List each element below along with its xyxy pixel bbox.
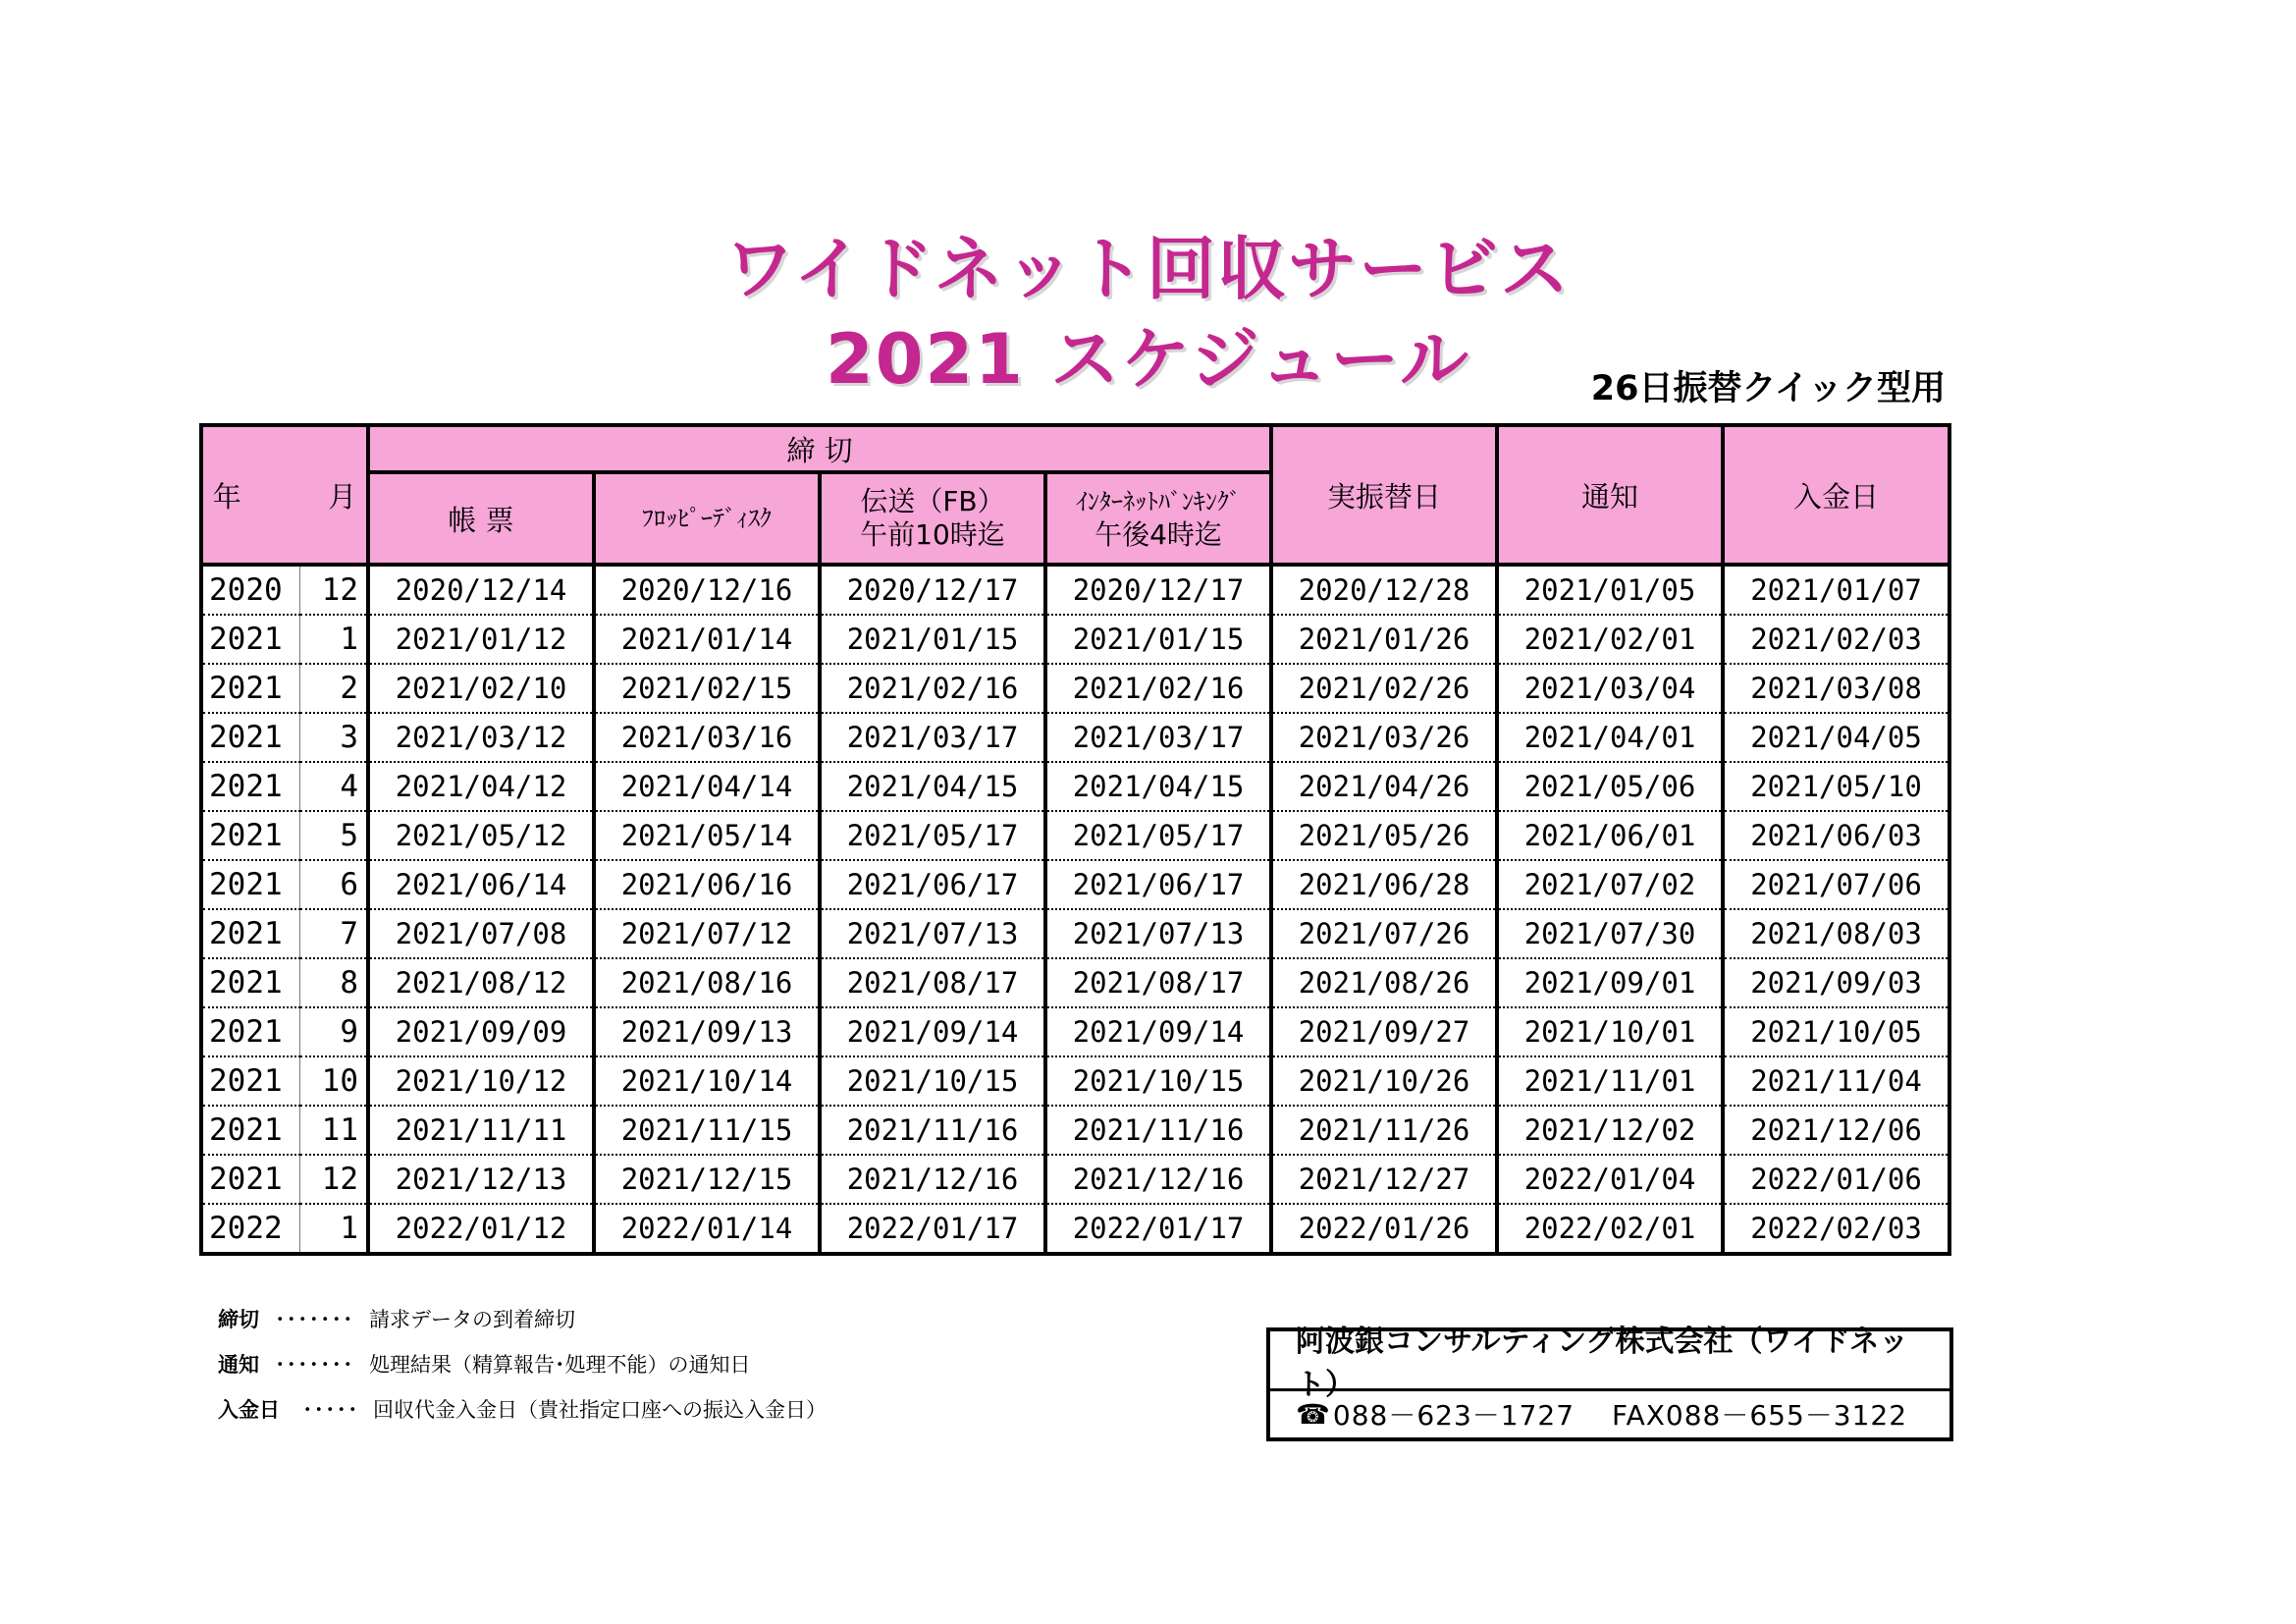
table-row bbox=[201, 958, 1949, 1007]
cell-furikae: 2021/09/27 bbox=[1271, 1007, 1497, 1056]
cell-inet: 2020/12/17 bbox=[1045, 565, 1271, 615]
phone-icon: ☎ bbox=[1296, 1397, 1331, 1431]
cell-floppy: 2021/07/12 bbox=[594, 909, 820, 958]
cell-tsuchi: 2021/09/01 bbox=[1497, 958, 1723, 1007]
cell-tsuchi: 2021/06/01 bbox=[1497, 811, 1723, 860]
cell-year: 2021 bbox=[201, 1106, 299, 1155]
cell-month: 8 bbox=[299, 958, 368, 1007]
cell-chohyo: 2021/03/12 bbox=[368, 713, 594, 762]
cell-furikae: 2021/10/26 bbox=[1271, 1056, 1497, 1106]
cell-floppy: 2021/09/13 bbox=[594, 1007, 820, 1056]
header-densou-line2: 午前10時迄 bbox=[860, 518, 1005, 551]
cell-tsuchi: 2021/04/01 bbox=[1497, 713, 1723, 762]
cell-inet: 2021/01/15 bbox=[1045, 615, 1271, 664]
cell-chohyo: 2021/04/12 bbox=[368, 762, 594, 811]
cell-nyukin: 2021/02/03 bbox=[1723, 615, 1949, 664]
schedule-body bbox=[201, 565, 1949, 1254]
cell-chohyo: 2021/06/14 bbox=[368, 860, 594, 909]
cell-year: 2021 bbox=[201, 1155, 299, 1204]
table-row bbox=[201, 1056, 1949, 1106]
note-desc: 処理結果（精算報告･処理不能）の通知日 bbox=[369, 1353, 751, 1377]
cell-month: 7 bbox=[299, 909, 368, 958]
cell-densou: 2021/10/15 bbox=[820, 1056, 1045, 1106]
header-nyukin: 入金日 bbox=[1723, 425, 1949, 565]
cell-nyukin: 2021/03/08 bbox=[1723, 664, 1949, 713]
header-year: 年 bbox=[212, 479, 241, 514]
cell-year: 2021 bbox=[201, 1056, 299, 1106]
cell-month: 10 bbox=[299, 1056, 368, 1106]
note-row bbox=[218, 1296, 827, 1341]
cell-year: 2022 bbox=[201, 1204, 299, 1254]
table-row bbox=[201, 1155, 1949, 1204]
cell-furikae: 2021/04/26 bbox=[1271, 762, 1497, 811]
cell-month: 11 bbox=[299, 1106, 368, 1155]
cell-inet: 2021/08/17 bbox=[1045, 958, 1271, 1007]
cell-floppy: 2020/12/16 bbox=[594, 565, 820, 615]
table-row bbox=[201, 565, 1949, 615]
cell-tsuchi: 2021/07/02 bbox=[1497, 860, 1723, 909]
table-row bbox=[201, 1204, 1949, 1254]
title-line-2: 2021 スケジュール bbox=[826, 319, 1470, 400]
cell-nyukin: 2021/09/03 bbox=[1723, 958, 1949, 1007]
note-dots: ･･･････ bbox=[275, 1353, 354, 1377]
header-densou-line1: 伝送（FB） bbox=[860, 485, 1005, 517]
header-inet-line1: ｲﾝﾀｰﾈｯﾄﾊﾞﾝｷﾝｸﾞ bbox=[1076, 488, 1242, 515]
note-term: 入金日 bbox=[218, 1398, 280, 1422]
cell-year: 2020 bbox=[201, 565, 299, 615]
note-term: 通知 bbox=[218, 1353, 259, 1377]
cell-tsuchi: 2022/02/01 bbox=[1497, 1204, 1723, 1254]
cell-month: 12 bbox=[299, 565, 368, 615]
cell-densou: 2021/02/16 bbox=[820, 664, 1045, 713]
cell-inet: 2021/10/15 bbox=[1045, 1056, 1271, 1106]
note-row bbox=[218, 1341, 827, 1386]
cell-nyukin: 2021/07/06 bbox=[1723, 860, 1949, 909]
cell-month: 12 bbox=[299, 1155, 368, 1204]
cell-month: 6 bbox=[299, 860, 368, 909]
note-dots: ･･･････ bbox=[275, 1308, 354, 1331]
cell-tsuchi: 2021/10/01 bbox=[1497, 1007, 1723, 1056]
company-phone: 088－623－1727 bbox=[1332, 1399, 1575, 1432]
cell-furikae: 2021/11/26 bbox=[1271, 1106, 1497, 1155]
company-box bbox=[1266, 1327, 1953, 1441]
table-row bbox=[201, 762, 1949, 811]
cell-densou: 2021/05/17 bbox=[820, 811, 1045, 860]
cell-nyukin: 2021/11/04 bbox=[1723, 1056, 1949, 1106]
cell-month: 4 bbox=[299, 762, 368, 811]
cell-month: 1 bbox=[299, 615, 368, 664]
cell-nyukin: 2021/05/10 bbox=[1723, 762, 1949, 811]
header-tsuchi: 通知 bbox=[1497, 425, 1723, 565]
cell-densou: 2021/09/14 bbox=[820, 1007, 1045, 1056]
cell-tsuchi: 2021/07/30 bbox=[1497, 909, 1723, 958]
cell-floppy: 2021/10/14 bbox=[594, 1056, 820, 1106]
table-row bbox=[201, 615, 1949, 664]
cell-year: 2021 bbox=[201, 1007, 299, 1056]
header-chohyo: 帳 票 bbox=[368, 472, 594, 565]
cell-tsuchi: 2021/11/01 bbox=[1497, 1056, 1723, 1106]
cell-floppy: 2022/01/14 bbox=[594, 1204, 820, 1254]
cell-inet: 2021/09/14 bbox=[1045, 1007, 1271, 1056]
cell-floppy: 2021/02/15 bbox=[594, 664, 820, 713]
cell-chohyo: 2021/05/12 bbox=[368, 811, 594, 860]
header-inet-line2: 午後4時迄 bbox=[1095, 518, 1222, 551]
cell-tsuchi: 2021/02/01 bbox=[1497, 615, 1723, 664]
cell-inet: 2021/05/17 bbox=[1045, 811, 1271, 860]
header-year-month bbox=[201, 425, 368, 565]
cell-inet: 2022/01/17 bbox=[1045, 1204, 1271, 1254]
cell-chohyo: 2021/11/11 bbox=[368, 1106, 594, 1155]
cell-densou: 2021/03/17 bbox=[820, 713, 1045, 762]
cell-tsuchi: 2021/12/02 bbox=[1497, 1106, 1723, 1155]
cell-nyukin: 2021/06/03 bbox=[1723, 811, 1949, 860]
cell-inet: 2021/12/16 bbox=[1045, 1155, 1271, 1204]
note-term: 締切 bbox=[218, 1308, 259, 1331]
note-row bbox=[218, 1386, 827, 1432]
cell-year: 2021 bbox=[201, 909, 299, 958]
cell-floppy: 2021/04/14 bbox=[594, 762, 820, 811]
cell-chohyo: 2021/08/12 bbox=[368, 958, 594, 1007]
cell-floppy: 2021/01/14 bbox=[594, 615, 820, 664]
cell-furikae: 2021/06/28 bbox=[1271, 860, 1497, 909]
cell-year: 2021 bbox=[201, 713, 299, 762]
cell-inet: 2021/04/15 bbox=[1045, 762, 1271, 811]
cell-year: 2021 bbox=[201, 615, 299, 664]
cell-nyukin: 2021/08/03 bbox=[1723, 909, 1949, 958]
title-line-1: ワイドネット回収サービス bbox=[724, 229, 1572, 309]
cell-nyukin: 2021/12/06 bbox=[1723, 1106, 1949, 1155]
cell-tsuchi: 2021/03/04 bbox=[1497, 664, 1723, 713]
cell-furikae: 2020/12/28 bbox=[1271, 565, 1497, 615]
cell-inet: 2021/07/13 bbox=[1045, 909, 1271, 958]
cell-furikae: 2022/01/26 bbox=[1271, 1204, 1497, 1254]
cell-year: 2021 bbox=[201, 811, 299, 860]
cell-chohyo: 2020/12/14 bbox=[368, 565, 594, 615]
table-row bbox=[201, 713, 1949, 762]
cell-floppy: 2021/03/16 bbox=[594, 713, 820, 762]
cell-densou: 2020/12/17 bbox=[820, 565, 1045, 615]
cell-densou: 2021/04/15 bbox=[820, 762, 1045, 811]
cell-inet: 2021/11/16 bbox=[1045, 1106, 1271, 1155]
cell-floppy: 2021/08/16 bbox=[594, 958, 820, 1007]
cell-month: 9 bbox=[299, 1007, 368, 1056]
cell-chohyo: 2021/02/10 bbox=[368, 664, 594, 713]
schedule-table bbox=[199, 423, 1951, 1256]
table-row bbox=[201, 860, 1949, 909]
cell-month: 2 bbox=[299, 664, 368, 713]
cell-chohyo: 2021/12/13 bbox=[368, 1155, 594, 1204]
cell-furikae: 2021/02/26 bbox=[1271, 664, 1497, 713]
cell-furikae: 2021/03/26 bbox=[1271, 713, 1497, 762]
note-desc: 回収代金入金日（貴社指定口座への振込入金日） bbox=[373, 1398, 827, 1422]
cell-furikae: 2021/01/26 bbox=[1271, 615, 1497, 664]
cell-chohyo: 2021/01/12 bbox=[368, 615, 594, 664]
table-row bbox=[201, 1106, 1949, 1155]
cell-floppy: 2021/11/15 bbox=[594, 1106, 820, 1155]
cell-densou: 2022/01/17 bbox=[820, 1204, 1045, 1254]
notes bbox=[218, 1296, 827, 1432]
cell-chohyo: 2021/09/09 bbox=[368, 1007, 594, 1056]
header-densou bbox=[820, 472, 1045, 565]
cell-month: 1 bbox=[299, 1204, 368, 1254]
cell-densou: 2021/11/16 bbox=[820, 1106, 1045, 1155]
cell-densou: 2021/01/15 bbox=[820, 615, 1045, 664]
cell-densou: 2021/08/17 bbox=[820, 958, 1045, 1007]
cell-month: 5 bbox=[299, 811, 368, 860]
cell-inet: 2021/06/17 bbox=[1045, 860, 1271, 909]
cell-year: 2021 bbox=[201, 664, 299, 713]
cell-densou: 2021/06/17 bbox=[820, 860, 1045, 909]
cell-furikae: 2021/05/26 bbox=[1271, 811, 1497, 860]
cell-tsuchi: 2021/05/06 bbox=[1497, 762, 1723, 811]
cell-nyukin: 2021/10/05 bbox=[1723, 1007, 1949, 1056]
cell-nyukin: 2022/02/03 bbox=[1723, 1204, 1949, 1254]
cell-furikae: 2021/07/26 bbox=[1271, 909, 1497, 958]
cell-year: 2021 bbox=[201, 958, 299, 1007]
cell-year: 2021 bbox=[201, 762, 299, 811]
cell-chohyo: 2021/10/12 bbox=[368, 1056, 594, 1106]
cell-chohyo: 2022/01/12 bbox=[368, 1204, 594, 1254]
cell-furikae: 2021/08/26 bbox=[1271, 958, 1497, 1007]
cell-inet: 2021/03/17 bbox=[1045, 713, 1271, 762]
header-inet bbox=[1045, 472, 1271, 565]
cell-furikae: 2021/12/27 bbox=[1271, 1155, 1497, 1204]
table-row bbox=[201, 811, 1949, 860]
cell-floppy: 2021/06/16 bbox=[594, 860, 820, 909]
cell-floppy: 2021/05/14 bbox=[594, 811, 820, 860]
table-row bbox=[201, 664, 1949, 713]
header-month: 月 bbox=[328, 479, 357, 514]
header-furikae: 実振替日 bbox=[1271, 425, 1497, 565]
note-dots: ･････ bbox=[302, 1398, 359, 1422]
cell-densou: 2021/07/13 bbox=[820, 909, 1045, 958]
cell-inet: 2021/02/16 bbox=[1045, 664, 1271, 713]
header-deadline-group: 締 切 bbox=[368, 425, 1271, 472]
cell-nyukin: 2021/01/07 bbox=[1723, 565, 1949, 615]
cell-month: 3 bbox=[299, 713, 368, 762]
table-row bbox=[201, 1007, 1949, 1056]
company-name: 阿波銀コンサルティング株式会社（ワイドネット） bbox=[1270, 1331, 1949, 1391]
subtitle: 26日振替クイック型用 bbox=[1590, 369, 1946, 408]
table-row bbox=[201, 909, 1949, 958]
cell-nyukin: 2022/01/06 bbox=[1723, 1155, 1949, 1204]
cell-densou: 2021/12/16 bbox=[820, 1155, 1045, 1204]
note-desc: 請求データの到着締切 bbox=[369, 1308, 575, 1331]
header-floppy: ﾌﾛｯﾋﾟｰﾃﾞｨｽｸ bbox=[594, 472, 820, 565]
cell-nyukin: 2021/04/05 bbox=[1723, 713, 1949, 762]
cell-chohyo: 2021/07/08 bbox=[368, 909, 594, 958]
cell-tsuchi: 2021/01/05 bbox=[1497, 565, 1723, 615]
cell-tsuchi: 2022/01/04 bbox=[1497, 1155, 1723, 1204]
company-fax: FAX088－655－3122 bbox=[1612, 1399, 1908, 1432]
cell-floppy: 2021/12/15 bbox=[594, 1155, 820, 1204]
cell-year: 2021 bbox=[201, 860, 299, 909]
